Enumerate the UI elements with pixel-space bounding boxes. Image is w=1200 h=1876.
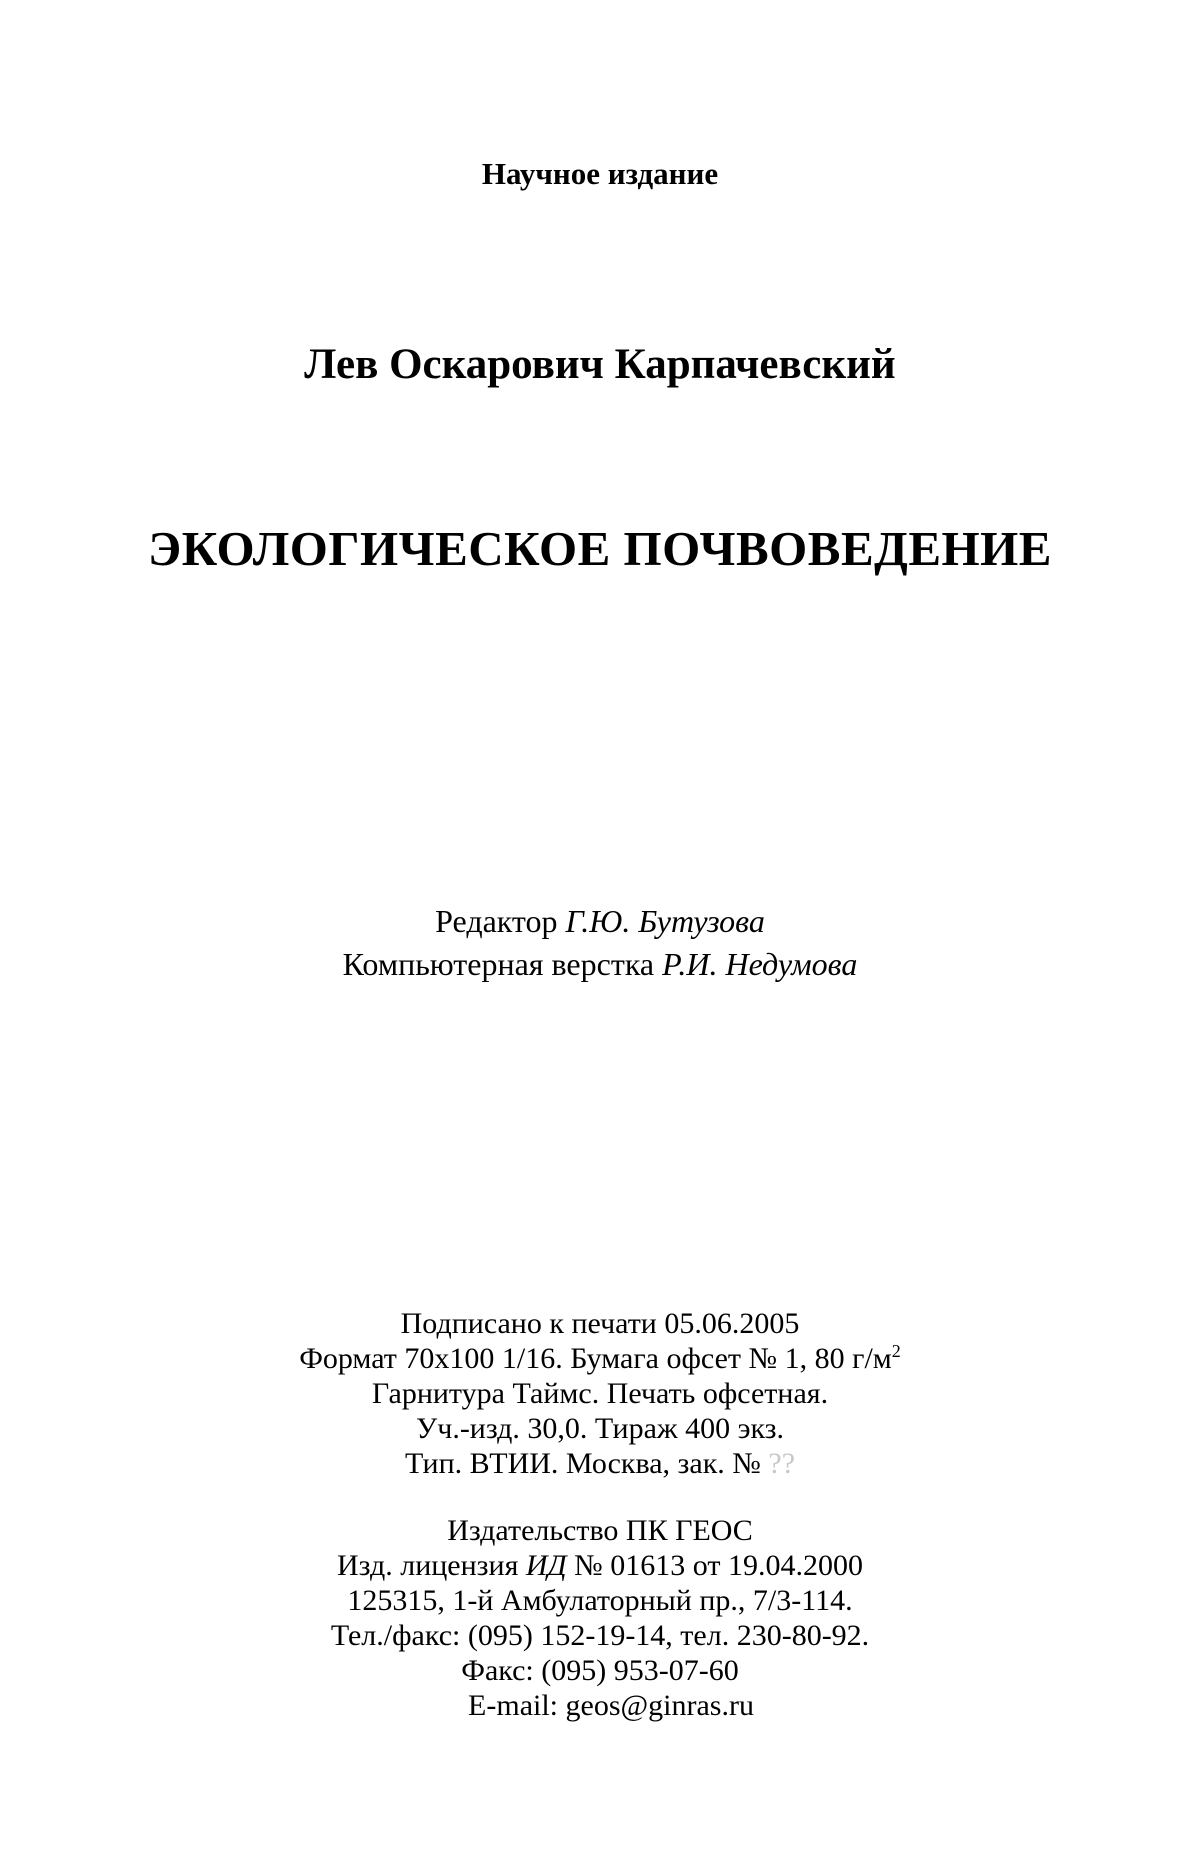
printer-text: Тип. ВТИИ. Москва, зак. №: [404, 1447, 761, 1480]
publisher-name: Издательство ПК ГЕОС: [447, 1514, 753, 1547]
format-text: Формат 70x100 1/16. Бумага офсет № 1, 80 г/м: [299, 1342, 892, 1375]
layout-name: Р.И. Недумова: [662, 946, 858, 982]
edition-type: Научное издание: [481, 156, 719, 191]
credits-block: [0, 900, 1200, 986]
address-line: 125315, 1-й Амбулаторный пр., 7/3-114.: [347, 1584, 853, 1617]
edition-line: Уч.-изд. 30,0. Тираж 400 экз.: [415, 1412, 785, 1445]
order-number: ??: [768, 1447, 796, 1480]
signed-line: Подписано к печати 05.06.2005: [400, 1307, 800, 1340]
layout-label: Компьютерная верстка: [342, 946, 655, 982]
layout-line: [0, 943, 1200, 986]
license-line: [0, 1548, 1200, 1583]
book-title: ЭКОЛОГИЧЕСКОЕ ПОЧВОВЕДЕНИЕ: [148, 521, 1052, 576]
editor-line: [0, 900, 1200, 943]
editor-name: Г.Ю. Бутузова: [565, 903, 765, 939]
phone-line: Тел./факс: (095) 152-19-14, тел. 230-80-92.: [330, 1619, 870, 1652]
typeface-line: Гарнитура Таймс. Печать офсетная.: [371, 1377, 829, 1410]
printing-info: [0, 1306, 1200, 1481]
printer-line: [0, 1446, 1200, 1481]
license-number: № 01613 от 19.04.2000: [574, 1549, 863, 1582]
license-prefix: Изд. лицензия: [336, 1549, 519, 1582]
format-line: [0, 1341, 1200, 1376]
format-superscript: 2: [891, 1341, 901, 1361]
author-name: Лев Оскарович Карпачевский: [304, 341, 896, 388]
license-id: ИД: [525, 1549, 567, 1582]
editor-label: Редактор: [435, 903, 558, 939]
publisher-info: [0, 1513, 1200, 1723]
email-line: E-mail: geos@ginras.ru: [468, 1689, 754, 1722]
fax-line: Факс: (095) 953-07-60: [461, 1654, 739, 1687]
